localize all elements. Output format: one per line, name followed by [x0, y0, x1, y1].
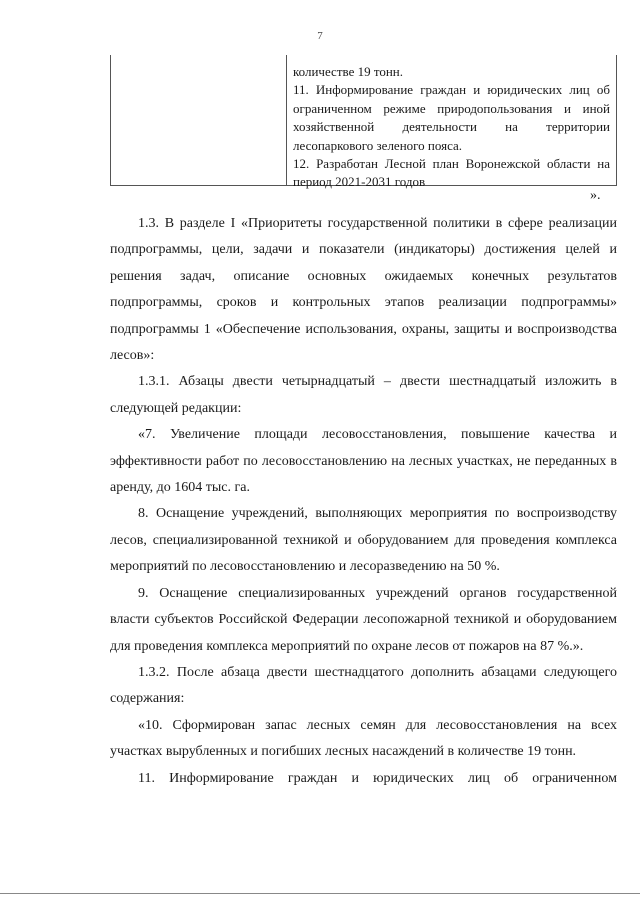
table-cell-item-12: 12. Разработан Лесной план Воронежской области на период 2021-2031 годов	[293, 156, 610, 190]
paragraph-1-3-1: 1.3.1. Абзацы двести четырнадцатый – двести шестнадцатый изложить в следующей редакции:	[110, 374, 617, 416]
table-cell-line: количестве 19 тонн.	[293, 64, 404, 79]
paragraph-item-8: 8. Оснащение учреждений, выполняющих мероприятия по воспроизводству лесов, специализированной техникой и оборудованием для проведения комплекса мероприятий по лесовосстановлению и лесоразведению на 50 %.	[110, 506, 617, 575]
closing-quote: ».	[590, 188, 601, 203]
table-cell-item-11: 11. Информирование граждан и юридических лиц об ограниченном режиме природопользования и иной хозяйственной деятельности на территории лесопаркового зеленого пояса.	[293, 82, 610, 153]
paragraph-1-3-2: 1.3.2. После абзаца двести шестнадцатого дополнить абзацами следующего содержания:	[110, 664, 617, 707]
paragraph-item-7: «7. Увеличение площади лесовосстановления, повышение качества и эффективности работ по лесовосстановлению на лесных участках, не переданных в аренду, до 1604 тыс. га.	[110, 427, 617, 496]
table-left-cell	[111, 55, 287, 185]
page-bottom-rule	[0, 893, 640, 894]
paragraph-item-9: 9. Оснащение специализированных учреждений органов государственной власти субъектов Российской Федерации лесопожарной техникой и оборудованием для проведения комплекса мероприятий по охране лесов от пожаров на 87 %.».	[110, 585, 617, 654]
paragraph-1-3: 1.3. В разделе I «Приоритеты государственной политики в сфере реализации подпрограммы, цели, задачи и показатели (индикаторы) достижения целей и решения задач, описание основных ожидаемых конечных результатов подпрограммы, сроков и контрольных этапов реализации подпрограммы» подпрограммы 1 «Обеспечение использования, охраны, защиты и воспроизводства лесов»:	[110, 216, 617, 364]
paragraph-item-10: «10. Сформирован запас лесных семян для лесовосстановления на всех участках вырубленных и погибших лесных насаждений в количестве 19 тонн.	[110, 717, 617, 760]
document-body	[110, 211, 617, 792]
page-number: 7	[317, 30, 323, 42]
continuation-table	[110, 55, 617, 190]
table-right-cell	[287, 55, 616, 190]
paragraph-item-11: 11. Информирование граждан и юридических лиц об ограниченном	[138, 770, 617, 786]
